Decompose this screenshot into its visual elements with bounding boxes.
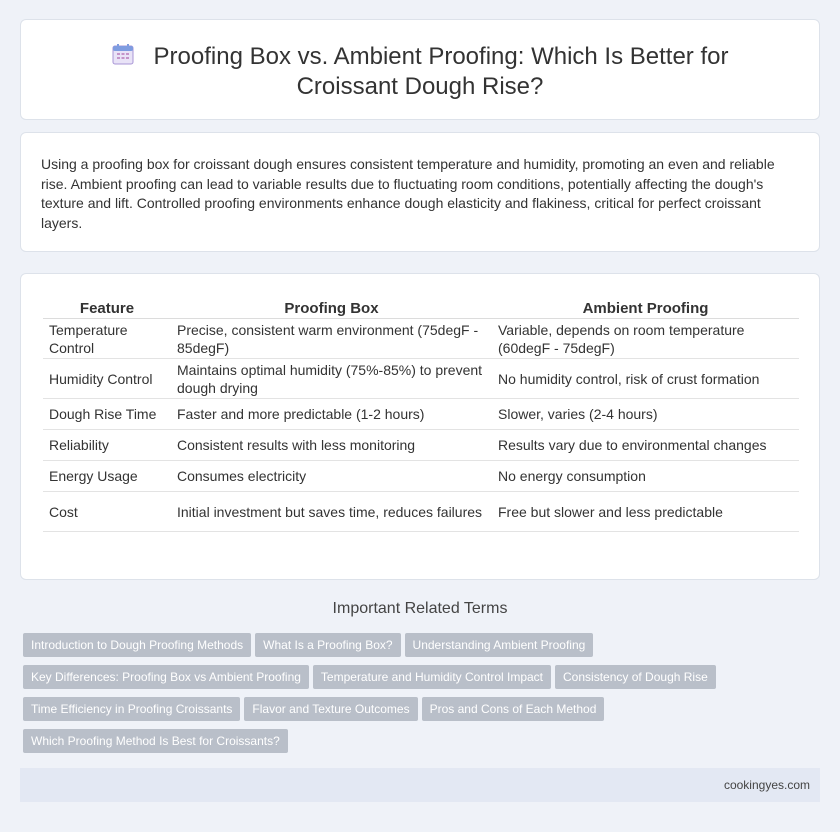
table-row	[43, 399, 799, 430]
cell-proofing-box: Maintains optimal humidity (75%-85%) to prevent dough drying	[171, 359, 492, 399]
footer	[20, 768, 820, 802]
calendar-icon	[112, 43, 134, 65]
table-row	[43, 430, 799, 461]
table-row	[43, 319, 799, 359]
tag-row	[23, 665, 803, 697]
header-proofing-box: Proofing Box	[171, 296, 492, 319]
table-header-row	[43, 296, 799, 319]
cell-ambient: No humidity control, risk of crust formation	[492, 359, 799, 399]
related-terms-heading: Important Related Terms	[332, 600, 508, 617]
cell-feature: Energy Usage	[43, 461, 171, 492]
tag-link[interactable]: Pros and Cons of Each Method	[422, 697, 605, 721]
table-row	[43, 461, 799, 492]
cell-feature: Reliability	[43, 430, 171, 461]
footer-site-link[interactable]: cookingyes.com	[723, 778, 810, 792]
comparison-card	[20, 273, 820, 580]
cell-feature: Cost	[43, 492, 171, 532]
cell-ambient: Variable, depends on room temperature (60degF - 75degF)	[492, 319, 799, 359]
tag-row	[23, 633, 803, 665]
table-row	[43, 492, 799, 532]
tag-row	[23, 729, 803, 761]
cell-proofing-box: Consumes electricity	[171, 461, 492, 492]
page-title-wrap	[61, 42, 779, 102]
cell-proofing-box: Faster and more predictable (1-2 hours)	[171, 399, 492, 430]
tag-link[interactable]: Which Proofing Method Is Best for Croissants?	[23, 729, 288, 753]
tag-link[interactable]: Consistency of Dough Rise	[555, 665, 716, 689]
page-title: Proofing Box vs. Ambient Proofing: Which Is Better for Croissant Dough Rise?	[153, 43, 729, 100]
comparison-table	[43, 296, 799, 532]
cell-feature: Temperature Control	[43, 319, 171, 359]
tag-row	[23, 697, 803, 729]
intro-card	[20, 132, 820, 252]
cell-feature: Humidity Control	[43, 359, 171, 399]
header-feature: Feature	[43, 296, 171, 319]
cell-ambient: No energy consumption	[492, 461, 799, 492]
header-ambient-proofing: Ambient Proofing	[492, 296, 799, 319]
tag-link[interactable]: Time Efficiency in Proofing Croissants	[23, 697, 240, 721]
tag-link[interactable]: Understanding Ambient Proofing	[405, 633, 594, 657]
title-card	[20, 19, 820, 120]
cell-ambient: Slower, varies (2-4 hours)	[492, 399, 799, 430]
cell-proofing-box: Precise, consistent warm environment (75degF - 85degF)	[171, 319, 492, 359]
intro-paragraph: Using a proofing box for croissant dough ensures consistent temperature and humidity, promoting an even and reliable rise. Ambient proofing can lead to variable results due to fluctuating room conditions, potentially affecting the dough's texture and lift. Controlled proofing environments enhance dough elasticity and flakiness, critical for perfect croissant layers.	[41, 156, 775, 231]
tag-link[interactable]: Key Differences: Proofing Box vs Ambient Proofing	[23, 665, 309, 689]
tag-link[interactable]: Temperature and Humidity Control Impact	[313, 665, 551, 689]
cell-feature: Dough Rise Time	[43, 399, 171, 430]
tag-link[interactable]: What Is a Proofing Box?	[255, 633, 400, 657]
related-terms-tags	[23, 633, 803, 761]
tag-link[interactable]: Introduction to Dough Proofing Methods	[23, 633, 251, 657]
cell-ambient: Results vary due to environmental changes	[492, 430, 799, 461]
cell-ambient: Free but slower and less predictable	[492, 492, 799, 532]
cell-proofing-box: Consistent results with less monitoring	[171, 430, 492, 461]
table-row	[43, 359, 799, 399]
cell-proofing-box: Initial investment but saves time, reduces failures	[171, 492, 492, 532]
tag-link[interactable]: Flavor and Texture Outcomes	[244, 697, 417, 721]
